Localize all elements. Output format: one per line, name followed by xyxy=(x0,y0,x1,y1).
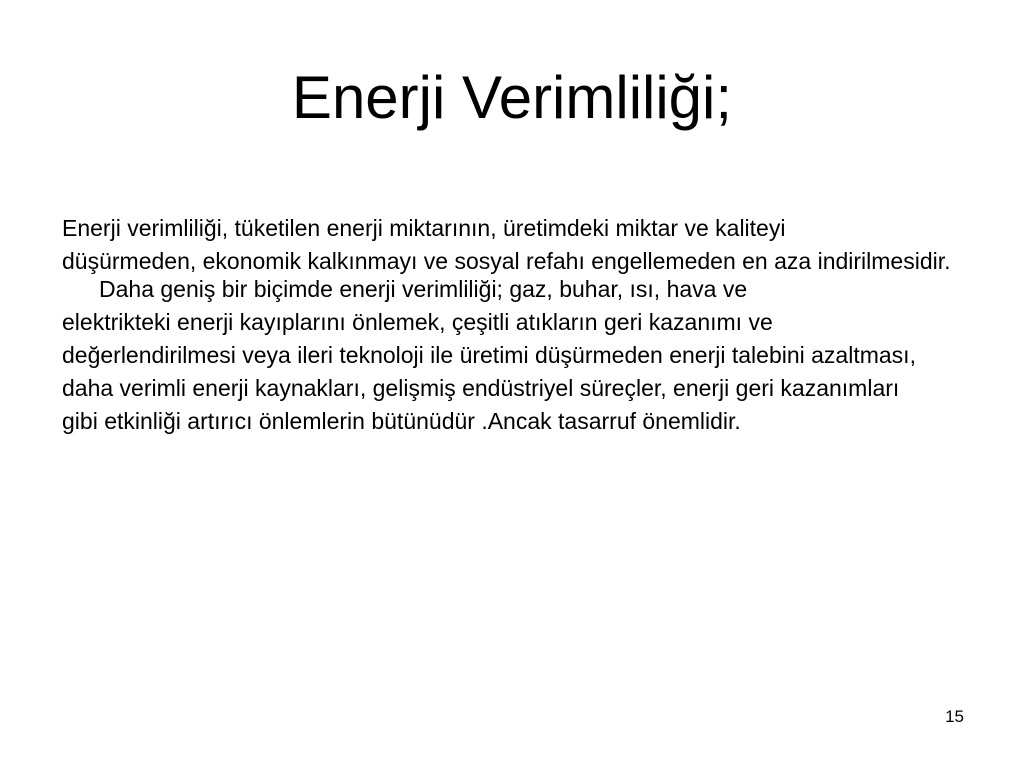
body-paragraph: düşürmeden, ekonomik kalkınmayı ve sosyal refahı engellemeden en aza indirilmesidir. Daha geniş bir biçimde enerji verimliliği; gaz, buhar, ısı, hava ve xyxy=(62,248,951,302)
slide-body xyxy=(62,214,967,440)
body-paragraph: değerlendirilmesi veya ileri teknoloji ile üretimi düşürmeden enerji talebini azaltması, xyxy=(62,342,916,368)
body-paragraph: Enerji verimliliği, tüketilen enerji miktarının, üretimdeki miktar ve kaliteyi xyxy=(62,215,786,241)
body-paragraph: gibi etkinliği artırıcı önlemlerin bütünüdür .Ancak tasarruf önemlidir. xyxy=(62,408,741,434)
body-paragraph: elektrikteki enerji kayıplarını önlemek, çeşitli atıkların geri kazanımı ve xyxy=(62,309,773,335)
slide-title: Enerji Verimliliği; xyxy=(291,64,733,131)
slide-number: 15 xyxy=(945,707,964,726)
body-paragraph: daha verimli enerji kaynakları, gelişmiş endüstriyel süreçler, enerji geri kazanımları xyxy=(62,375,900,401)
